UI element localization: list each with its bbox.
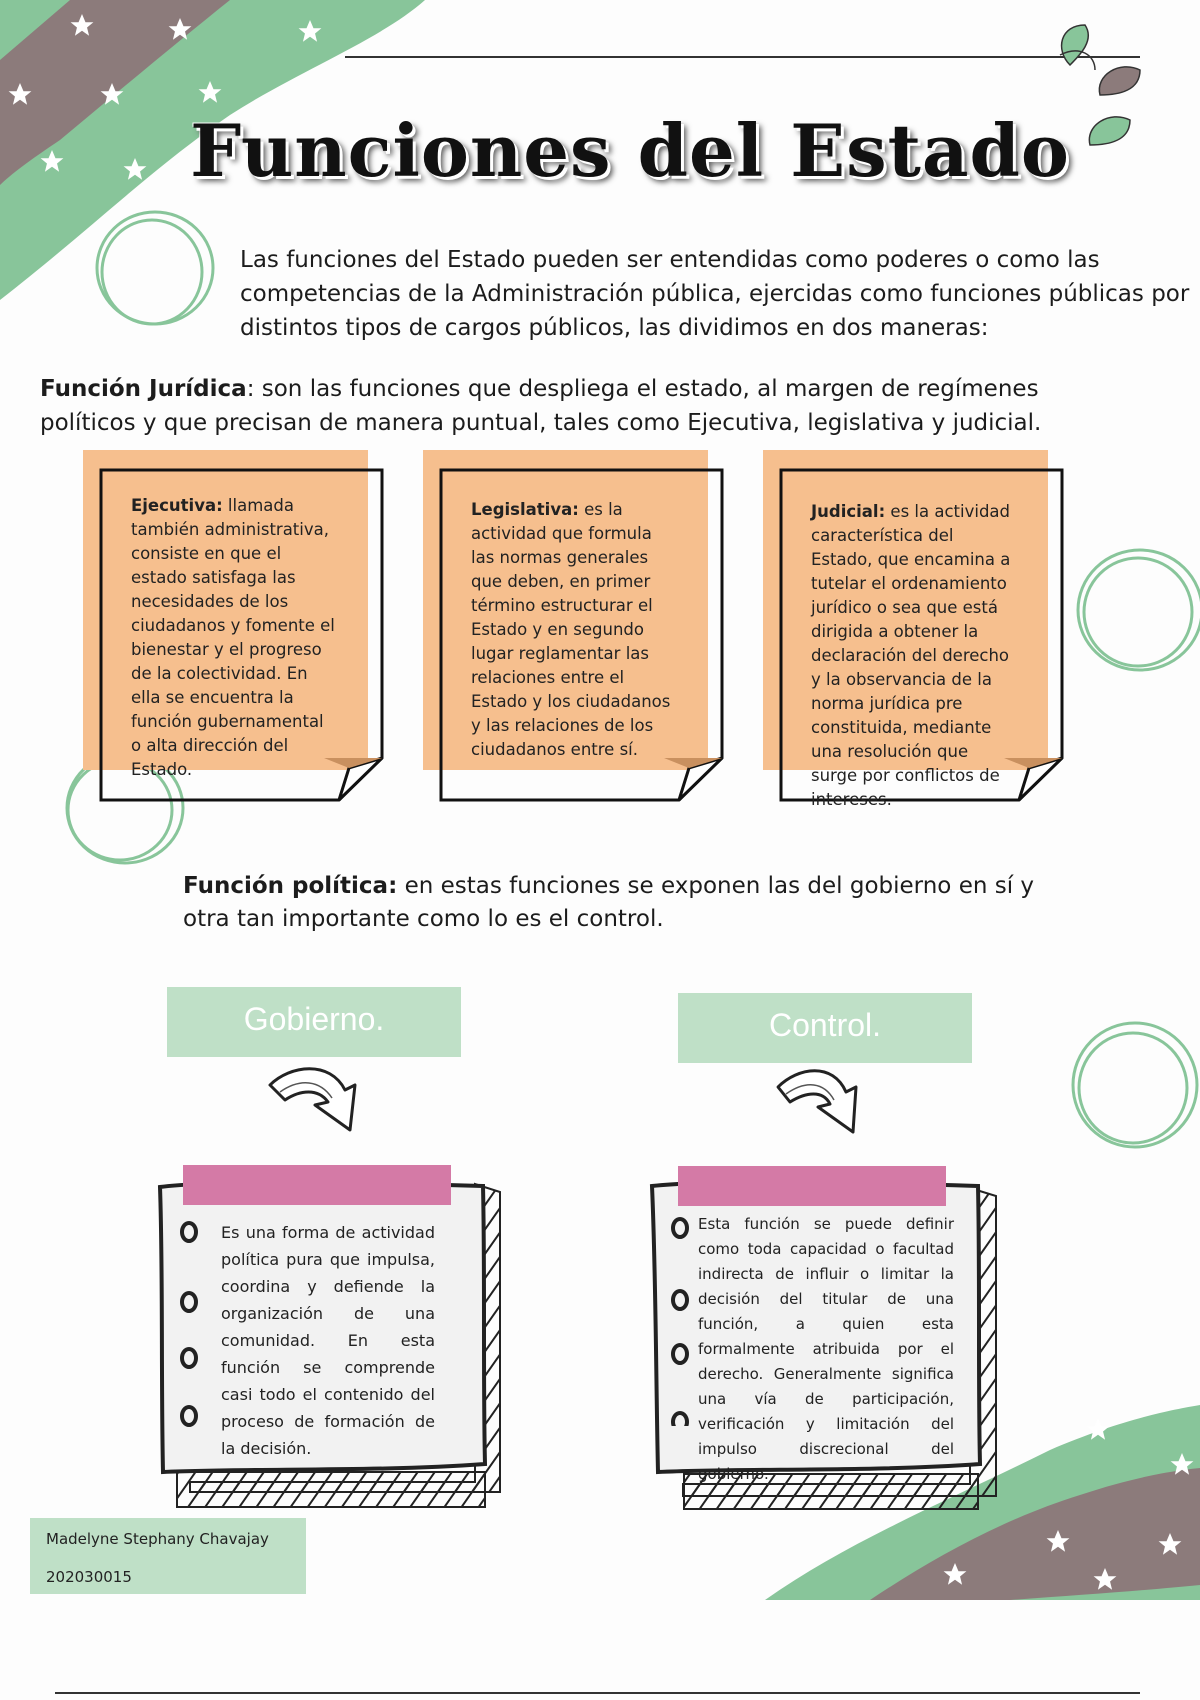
note-judicial: [763, 450, 1048, 809]
student-id: 202030015: [46, 1568, 132, 1586]
curved-arrow-icon: [768, 1062, 878, 1167]
gobierno-text: Es una forma de actividad política pura que impulsa, coordina y defiende la organización de una comunidad. En esta función se comprende casi todo el contenido del proceso de formación de la decisión.: [221, 1223, 435, 1458]
funcion-juridica-text: : son las funciones que despliega el estado, al margen de regímenes políticos y que precisan de manera puntual, tales como Ejecutiva, legislativa y judicial.: [40, 376, 1042, 436]
funcion-juridica-label: Función Jurídica: [40, 376, 247, 402]
page-title: Funciones del Estado: [190, 108, 1070, 193]
leaf-decoration: [1060, 25, 1140, 145]
note-text: Legislativa: es la actividad que formula las normas generales que deben, en primer término estructurar el Estado y en segundo lugar reglamentar las relaciones entre el Estado y los ciudadanos y las relaciones de los ciudadanos entre sí.: [471, 500, 671, 759]
ring-icons: [177, 1220, 203, 1434]
gobierno-label: Gobierno.: [167, 987, 461, 1057]
curved-arrow-icon: [260, 1060, 380, 1165]
ring-icons: [668, 1216, 694, 1430]
funcion-juridica-paragraph: [40, 372, 1120, 440]
note-text: Judicial: es la actividad característica del Estado, que encamina a tutelar el ordenamiento jurídico o sea que está dirigida a obtener la declaración del derecho y la observancia de la norma jurídica pre constituida, mediante una resolución que surge por conflictos de intereses.: [811, 502, 1011, 809]
control-card: [648, 1166, 998, 1516]
funcion-politica-paragraph: [183, 870, 1083, 936]
intro-paragraph: Las funciones del Estado pueden ser entendidas como poderes o como las competencias de la Administración pública, ejercidas como funciones públicas por distintos tipos de cargos públicos, las dividimos en dos maneras:: [240, 247, 1190, 341]
note-text: Ejecutiva: llamada también administrativa, consiste en que el estado satisfaga las necesidades de los ciudadanos y fomente el bienestar y el progreso de la colectividad. En ella se encuentra la función gubernamental o alta dirección del Estado.: [131, 496, 335, 779]
author-name: Madelyne Stephany Chavajay: [46, 1530, 269, 1548]
pink-tape: [183, 1165, 451, 1205]
note-ejecutiva: [83, 450, 368, 800]
control-label: Control.: [678, 993, 972, 1063]
funcion-politica-label: Función política:: [183, 873, 398, 899]
gobierno-card: [155, 1162, 505, 1514]
pink-tape: [678, 1166, 946, 1206]
funcion-politica-text: en estas funciones se exponen las del gobierno en sí y otra tan importante como lo es el control.: [183, 873, 1035, 932]
author-box: [30, 1518, 306, 1594]
control-text: Esta función se puede definir como toda capacidad o facultad indirecta de influir o limitar la decisión del titular de una función, a quien esta formalmente atribuida por el derecho. Generalmente significa una vía de participación, verificación y limitación del impulso discrecional del gobierno.: [698, 1215, 954, 1483]
note-legislativa: [423, 450, 708, 800]
